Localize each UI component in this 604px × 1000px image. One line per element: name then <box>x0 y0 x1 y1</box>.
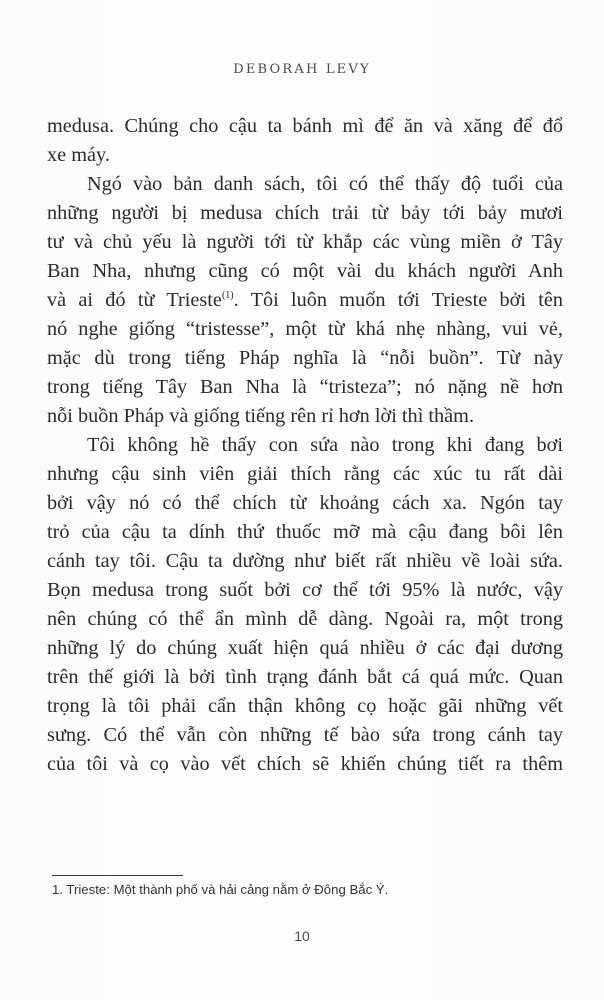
page-number: 10 <box>294 928 310 944</box>
text-segment: và ai đó từ Trieste <box>47 289 222 311</box>
text-line: những người bị medusa chích trải từ bảy tới bảy mươi <box>47 202 563 224</box>
text-line-paragraph-start: Ngó vào bản danh sách, tôi có thể thấy độ tuổi của <box>87 173 563 195</box>
text-line: nó nghe giống “tristesse”, một từ khá nhẹ nhàng, vui vẻ, <box>47 318 563 340</box>
text-line: bởi vậy nó có thể chích từ khoảng cách xa. Ngón tay <box>47 492 563 514</box>
text-line: trên thế giới là bởi tình trạng đánh bắt cá quá mức. Quan <box>47 666 563 688</box>
text-line: nên chúng có thể ẩn mình dễ dàng. Ngoài ra, một trong <box>47 608 563 630</box>
text-line: mặc dù trong tiếng Pháp nghĩa là “nỗi buồn”. Từ này <box>47 347 563 369</box>
text-line: của tôi và cọ vào vết chích sẽ khiến chúng tiết ra thêm <box>47 753 563 775</box>
text-line: medusa. Chúng cho cậu ta bánh mì để ăn và xăng để đổ <box>47 115 563 137</box>
text-line-paragraph-start: Tôi không hề thấy con sứa nào trong khi đang bơi <box>87 434 563 456</box>
text-line-with-footnote-ref <box>47 286 563 315</box>
footnote: 1. Trieste: Một thành phố và hải cảng nằm ở Đông Bắc Ý. <box>52 882 389 897</box>
text-line: xe máy. <box>47 144 110 166</box>
text-line: tư và chủ yếu là người tới từ khắp các vùng miền ở Tây <box>47 231 563 253</box>
body-text <box>47 112 563 779</box>
text-line: sưng. Có thể vẫn còn những tế bào sứa trong cánh tay <box>47 724 563 746</box>
footnote-divider <box>52 875 183 876</box>
text-line: Bọn medusa trong suốt bởi cơ thể tới 95% là nước, vậy <box>47 579 563 601</box>
footnote-reference[interactable]: (1) <box>221 290 234 301</box>
text-line: trỏ của cậu ta dính thứ thuốc mỡ mà cậu đang bôi lên <box>47 521 563 543</box>
text-line: nhưng cậu sinh viên giải thích rằng các xúc tu rất dài <box>47 463 563 485</box>
text-line: những lý do chúng xuất hiện quá nhiều ở các đại dương <box>47 637 563 659</box>
text-segment: . Tôi luôn muốn tới Trieste bởi tên <box>233 289 563 311</box>
text-line: cánh tay tôi. Cậu ta dường như biết rất nhiều về loài sứa. <box>47 550 563 572</box>
running-head-author: DEBORAH LEVY <box>233 62 371 77</box>
text-line: Ban Nha, nhưng cũng có một vài du khách người Anh <box>47 260 563 282</box>
text-line: nỗi buồn Pháp và giống tiếng rên rỉ hơn lời thì thầm. <box>47 405 475 427</box>
text-line: trọng là tôi phải cẩn thận không cọ hoặc gãi những vết <box>47 695 563 717</box>
text-line: trong tiếng Tây Ban Nha là “tristeza”; nó nặng nề hơn <box>47 376 563 398</box>
